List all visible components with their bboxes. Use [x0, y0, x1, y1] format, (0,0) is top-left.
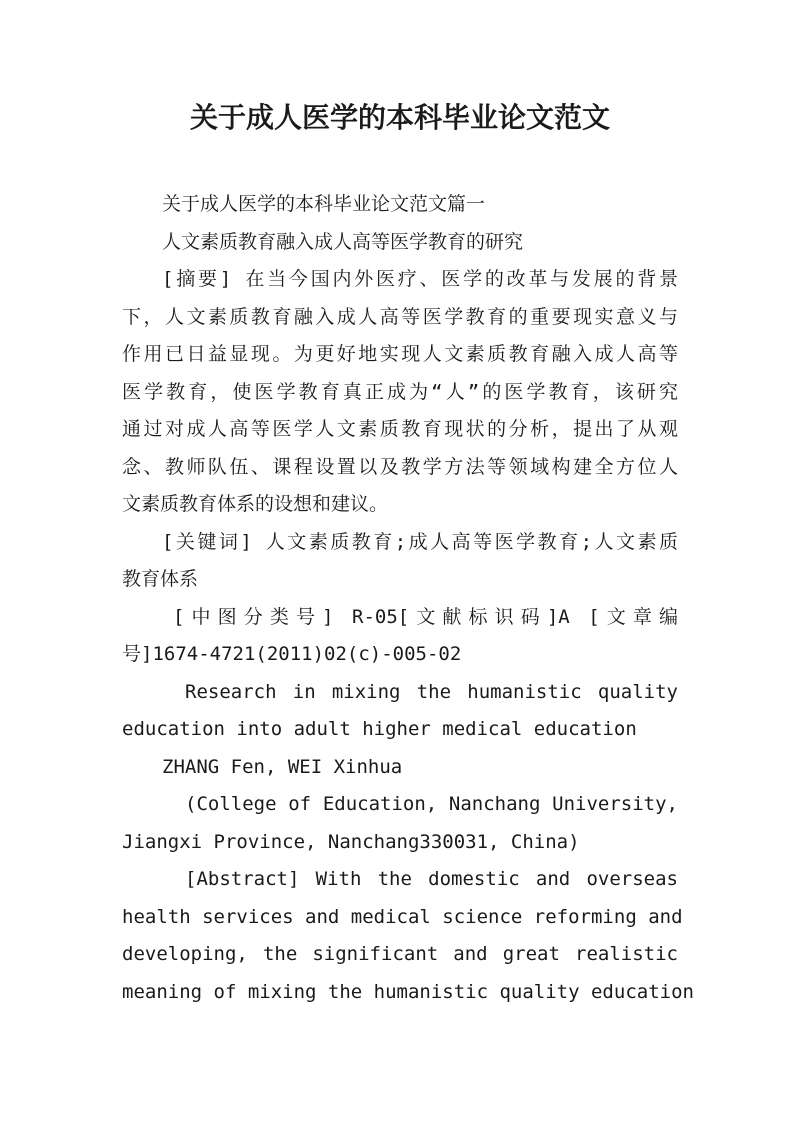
english-abstract-line: developing, the significant and great realistic — [122, 943, 678, 965]
abstract-line: 医学教育，使医学教育真正成为“人”的医学教育，该研究 — [122, 381, 678, 403]
classification-line: [中图分类号] R-05[文献标识码]A [文章编 — [173, 606, 678, 628]
abstract-line: 通过对成人高等医学人文素质教育现状的分析，提出了从观 — [122, 418, 678, 440]
english-abstract-line: meaning of mixing the humanistic quality education — [122, 981, 694, 1003]
keywords-line: 教育体系 — [122, 568, 199, 590]
english-title-line: education into adult higher medical education — [122, 718, 637, 740]
authors-line: ZHANG Fen, WEI Xinhua — [162, 756, 403, 778]
affiliation-line: (College of Education, Nanchang University, — [185, 793, 678, 815]
subtitle-part-one: 关于成人医学的本科毕业论文范文篇一 — [162, 193, 486, 215]
abstract-line: [摘要] 在当今国内外医疗、医学的改革与发展的背景 — [162, 268, 678, 290]
english-title-line: Research in mixing the humanistic quality — [185, 681, 678, 703]
english-abstract-line: health services and medical science reforming and — [122, 906, 683, 928]
abstract-line: 作用已日益显现。为更好地实现人文素质教育融入成人高等 — [122, 343, 678, 365]
keywords-line: [关键词] 人文素质教育;成人高等医学教育;人文素质 — [162, 531, 678, 553]
classification-line: 号]1674-4721(2011)02(c)-005-02 — [122, 643, 462, 665]
affiliation-line: Jiangxi Province, Nanchang330031, China) — [122, 831, 580, 853]
paper-title: 人文素质教育融入成人高等医学教育的研究 — [162, 231, 524, 253]
abstract-line: 文素质教育体系的设想和建议。 — [122, 493, 389, 515]
abstract-line: 念、教师队伍、课程设置以及教学方法等领域构建全方位人 — [122, 456, 678, 478]
document-title: 关于成人医学的本科毕业论文范文 — [189, 101, 610, 134]
abstract-line: 下，人文素质教育融入成人高等医学教育的重要现实意义与 — [122, 306, 678, 328]
english-abstract-line: [Abstract] With the domestic and overseas — [185, 868, 678, 890]
